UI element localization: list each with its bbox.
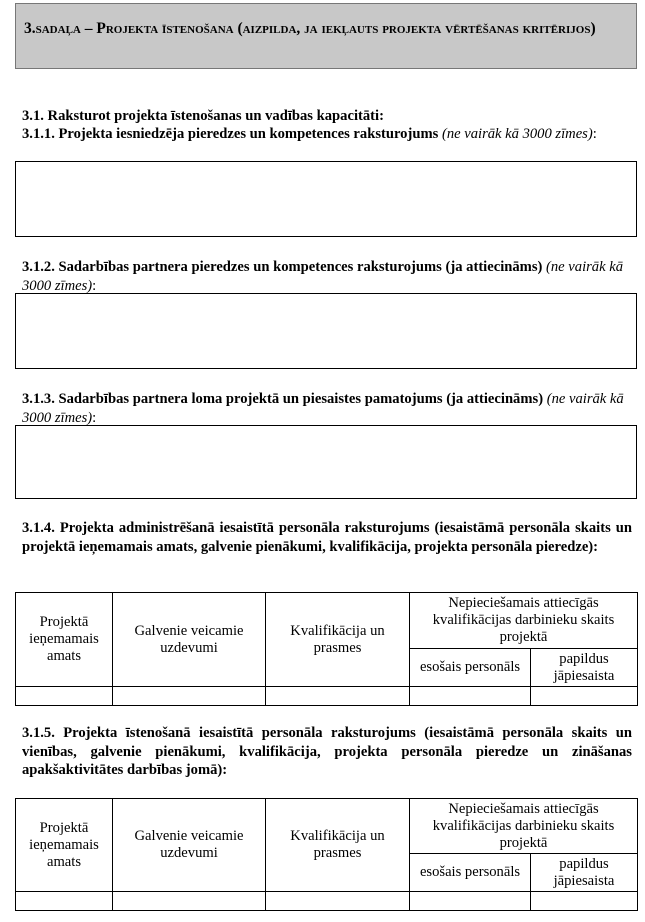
section-number: 3. — [24, 20, 36, 37]
question-3-1-1-limit: (ne vairāk kā 3000 zīmes) — [441, 126, 593, 142]
col-header-existing: esošais personāls — [410, 854, 531, 892]
cell-additional[interactable] — [531, 687, 638, 706]
question-3-1-3 — [22, 390, 632, 427]
question-3-1-2-colon: : — [92, 277, 97, 294]
cell-qualification[interactable] — [266, 687, 410, 706]
question-3-1-1-colon: : — [592, 126, 597, 142]
cell-position[interactable] — [16, 687, 113, 706]
col-header-existing: esošais personāls — [410, 649, 531, 687]
col-header-tasks: Galvenie veicamie uzdevumi — [113, 593, 266, 687]
col-header-position: Projektā ieņemamais amats — [16, 799, 113, 892]
col-header-staff-count: Nepieciešamais attiecīgās kvalifikācijas darbinieku skaits projektā — [410, 593, 638, 649]
cell-qualification[interactable] — [266, 892, 410, 911]
question-3-1-2 — [22, 258, 632, 295]
answer-3-1-3-field[interactable] — [15, 425, 637, 499]
cell-existing[interactable] — [410, 687, 531, 706]
col-header-qualification: Kvalifikācija un prasmes — [266, 799, 410, 892]
cell-position[interactable] — [16, 892, 113, 911]
question-3-1-1 — [22, 125, 632, 144]
section-subtitle: (aizpilda, ja iekļauts projekta vērtēšanas kritērijos) — [237, 20, 596, 37]
staff-table-implementation — [15, 798, 638, 911]
col-header-additional: papildus jāpiesaista — [531, 854, 638, 892]
question-3-1-1-label: 3.1.1. Projekta iesniedzēja pieredzes un kompetences raksturojums — [22, 126, 439, 142]
col-header-staff-count: Nepieciešamais attiecīgās kvalifikācijas darbinieku skaits projektā — [410, 799, 638, 854]
staff-table-admin — [15, 592, 638, 706]
question-3-1-3-colon: : — [92, 409, 97, 426]
question-3-1-3-label: 3.1.3. Sadarbības partnera loma projektā un piesaistes pamatojums (ja attiecināms) — [22, 391, 544, 407]
col-header-qualification: Kvalifikācija un prasmes — [266, 593, 410, 687]
col-header-additional: papildus jāpiesaista — [531, 649, 638, 687]
cell-existing[interactable] — [410, 892, 531, 911]
question-3-1-3-limit: (ne vairāk kā 3000 zīmes) — [22, 391, 624, 426]
cell-tasks[interactable] — [113, 687, 266, 706]
section-title: sadaļa – Projekta īstenošana — [35, 20, 234, 37]
answer-3-1-2-field[interactable] — [15, 293, 637, 369]
answer-3-1-1-field[interactable] — [15, 161, 637, 237]
question-3-1-4: 3.1.4. Projekta administrēšanā iesaistītā personāla raksturojums (iesaistāmā personāla skaits un projektā ieņemamais amats, galvenie pienākumi, kvalifikācija, projekta personāla pieredze): — [22, 520, 632, 555]
col-header-tasks: Galvenie veicamie uzdevumi — [113, 799, 266, 892]
section-header — [15, 3, 637, 69]
question-3-1-5: 3.1.5. Projekta īstenošanā iesaistītā personāla raksturojums (iesaistāmā personāla skaits un vienības, galvenie pienākumi, kvalifikācija, projekta personāla pieredze un zināšanas apakšaktivitātes darbības jomā): — [22, 725, 632, 778]
subsection-3-1-heading: 3.1. Raksturot projekta īstenošanas un vadības kapacitāti: — [22, 108, 384, 124]
col-header-position: Projektā ieņemamais amats — [16, 593, 113, 687]
question-3-1-2-limit: (ne vairāk kā 3000 zīmes) — [22, 259, 624, 294]
cell-additional[interactable] — [531, 892, 638, 911]
cell-tasks[interactable] — [113, 892, 266, 911]
question-3-1-2-label: 3.1.2. Sadarbības partnera pieredzes un kompetences raksturojums (ja attiecināms) — [22, 259, 543, 275]
